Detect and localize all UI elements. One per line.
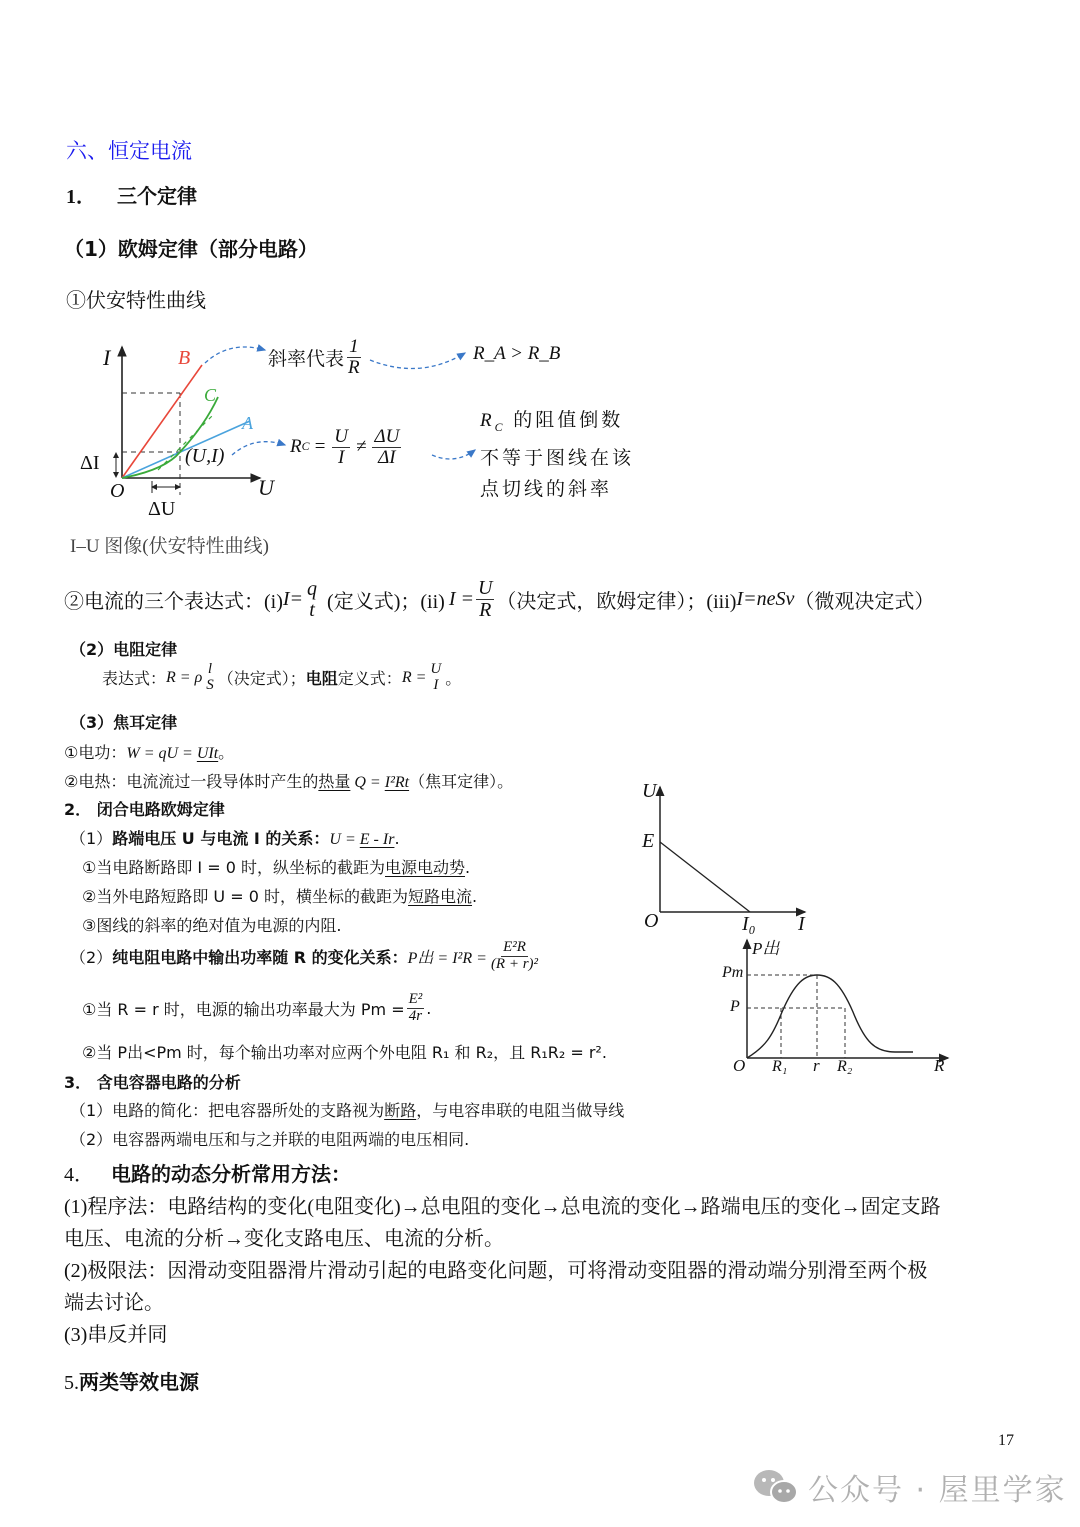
pr-label-r: r [813,1056,820,1075]
series-parallel-rule: (3)串反并同 [64,1324,168,1346]
program-method-line2: 电压、电流的分析→变化支路电压、电流的分析。 [64,1228,504,1250]
electric-work: ①电功：W = qU = UIt。 [64,743,235,762]
heading-1: 1． 三个定律 [66,184,197,208]
pr-label-r2: R₂ [837,1058,853,1075]
ra-gt-rb: R_A > R_B [473,343,561,364]
open-circuit-note: ①当电路断路即 I = 0 时，纵坐标的截距为电源电动势. [82,858,471,877]
origin-label: O [110,480,125,502]
pr-axis-p: P出 [752,939,780,958]
ui-axis-u: U [642,780,657,802]
figure-caption: I–U 图像(伏安特性曲线) [70,536,269,557]
wechat-icon [752,1467,800,1507]
item-iu-curve: ①伏安特性曲线 [66,290,206,312]
limit-method-line2: 端去讨论。 [64,1292,164,1314]
rc-equation: R C = $\frac{U}{I}$ ≠ $\frac{\Delta U}{\Delta I}$ [290,426,400,468]
power-resistance-graph [720,932,960,1080]
current-expressions: ②电流的三个表达式：(i) I= q t (定义式)；(ii) I = $\frac{U}{R}$ （决定式，欧姆定律）；(iii) I=neSv （微观决定式） [64,577,935,621]
short-circuit-note: ②当外电路短路即 U = 0 时，横坐标的截距为短路电流. [82,887,478,906]
program-method-line1: (1)程序法：电路结构的变化(电阻变化)→总电阻的变化→总电流的变化→路端电压的变化→固定支路 [64,1196,941,1218]
axis-label-u: U [258,475,274,500]
rc-note: $R_C$ 的阻值倒数 不等于图线在该 点切线的斜率 [480,410,635,500]
ui-axis-i: I [798,913,805,935]
heading-3: 3． 含电容器电路的分析 [64,1073,241,1092]
pr-label-p: P [730,998,740,1015]
two-resistors-note: ②当 P出<Pm 时，每个输出功率对应两个外电阻 R₁ 和 R₂，且 R₁R₂ = r². [82,1043,607,1062]
terminal-voltage-relation: （1）路端电压 U 与电流 I 的关系：U = E - Ir. [70,829,400,848]
output-power-relation: （2） 纯电阻电路中输出功率随 R 的变化关系： P出 = I²R = $\frac{\text{E²R}}{\text{(R + r)²}}$ [70,939,539,972]
limit-method-line1: (2)极限法：因滑动变阻器滑片滑动引起的电路变化问题，可将滑动变阻器的滑动端分别滑至两个极 [64,1260,928,1282]
resistance-formula: 表达式： R = ρ l S （决定式）； 电阻 定义式： R = U I 。 [102,661,462,693]
ui-graph [630,775,830,940]
section-title: 六、恒定电流 [66,139,192,163]
iu-figure [70,335,650,565]
slope-internal-resistance-note: ③图线的斜率的绝对值为电源的内阻. [82,916,342,935]
subheading-ohm: （1）欧姆定律（部分电路） [64,237,318,261]
line-b-label: B [178,347,191,369]
pr-label-r1: R₁ [772,1058,788,1075]
delta-i-label: ΔI [80,452,100,474]
heading-2: 2． 闭合电路欧姆定律 [64,800,225,819]
line-c-label: C [204,385,217,405]
pr-origin: O [733,1056,746,1075]
ui-origin: O [644,910,659,932]
heading-5: 5.两类等效电源 [64,1370,199,1394]
electric-heat: ②电热：电流流过一段导体时产生的热量 Q = I²Rt（焦耳定律）。 [64,772,514,791]
capacitor-simplification: （1）电路的简化：把电容器所处的支路视为断路，与电容串联的电阻当做导线 [70,1101,625,1120]
subheading-joule-law: （3）焦耳定律 [70,713,178,732]
footer-brand: 公众号 · 屋里学家 [808,1473,1067,1508]
max-power-note: ①当 R = r 时，电源的输出功率最大为 Pm = $\frac{\text{E²}}{4r}$ . [82,991,432,1024]
capacitor-voltage-note: （2）电容器两端电压和与之并联的电阻两端的电压相同. [70,1130,470,1149]
subheading-resistance-law: （2）电阻定律 [70,640,178,659]
axis-label-i: I [103,345,111,370]
pr-label-pm: Pm [722,964,744,981]
ui-label-e: E [642,830,655,852]
line-a-label: A [242,413,253,433]
delta-u-label: ΔU [148,498,176,520]
slope-note: 斜率代表 $\frac{1}{R}$ [268,336,360,378]
footer-watermark [752,1465,1067,1509]
pr-axis-r: R [934,1056,945,1075]
point-label: (U,I) [185,445,225,467]
page-number: 17 [998,1432,1014,1449]
heading-4: 4． 电路的动态分析常用方法： [64,1162,351,1186]
ui-label-i0: I₀ [742,913,756,935]
